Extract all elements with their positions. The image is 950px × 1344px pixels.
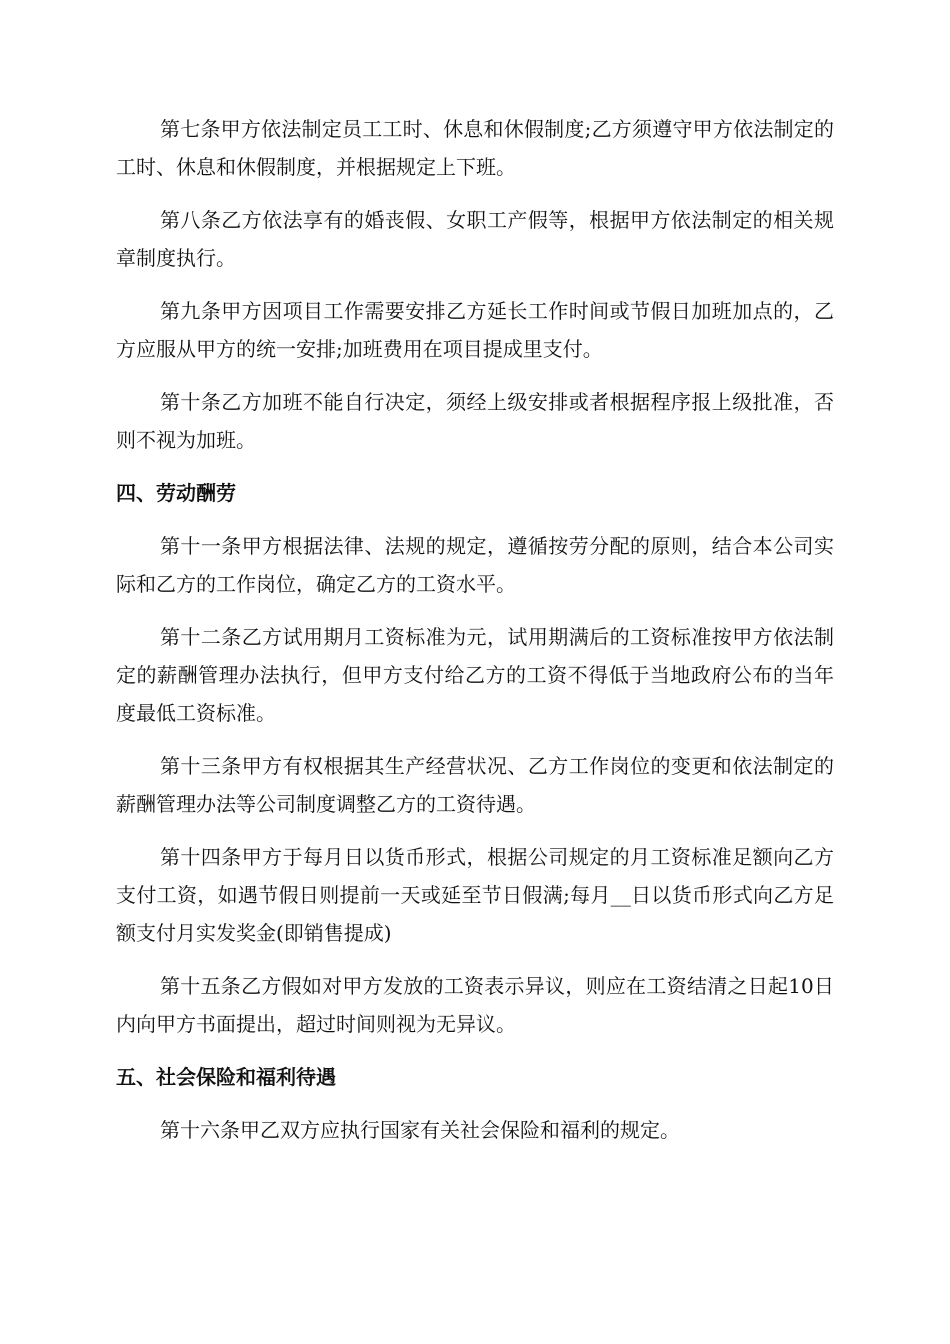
document-page bbox=[116, 110, 834, 1164]
article-11: 第十一条甲方根据法律、法规的规定，遵循按劳分配的原则，结合本公司实际和乙方的工作岗位，确定乙方的工资水平。 bbox=[116, 534, 834, 596]
section-heading-social-insurance: 五、社会保险和福利待遇 bbox=[116, 1065, 336, 1089]
article-10: 第十条乙方加班不能自行决定，须经上级安排或者根据程序报上级批准，否则不视为加班。 bbox=[116, 390, 834, 452]
article-7: 第七条甲方依法制定员工工时、休息和休假制度;乙方须遵守甲方依法制定的工时、休息和休假制度，并根据规定上下班。 bbox=[116, 117, 834, 179]
article-14: 第十四条甲方于每月日以货币形式，根据公司规定的月工资标准足额向乙方支付工资，如遇节假日则提前一天或延至节日假满;每月__日以货币形式向乙方足额支付月实发奖金(即销售提成) bbox=[116, 845, 834, 945]
article-15: 第十五条乙方假如对甲方发放的工资表示异议，则应在工资结清之日起10日内向甲方书面提出，超过时间则视为无异议。 bbox=[116, 974, 834, 1036]
article-8: 第八条乙方依法享有的婚丧假、女职工产假等，根据甲方依法制定的相关规章制度执行。 bbox=[116, 208, 834, 270]
article-12: 第十二条乙方试用期月工资标准为元，试用期满后的工资标准按甲方依法制定的薪酬管理办法执行，但甲方支付给乙方的工资不得低于当地政府公布的当年度最低工资标准。 bbox=[116, 625, 834, 725]
article-13: 第十三条甲方有权根据其生产经营状况、乙方工作岗位的变更和依法制定的薪酬管理办法等公司制度调整乙方的工资待遇。 bbox=[116, 754, 834, 816]
section-heading-remuneration: 四、劳动酬劳 bbox=[116, 481, 236, 505]
article-16: 第十六条甲乙双方应执行国家有关社会保险和福利的规定。 bbox=[160, 1118, 680, 1142]
article-9: 第九条甲方因项目工作需要安排乙方延长工作时间或节假日加班加点的，乙方应服从甲方的统一安排;加班费用在项目提成里支付。 bbox=[116, 299, 834, 361]
